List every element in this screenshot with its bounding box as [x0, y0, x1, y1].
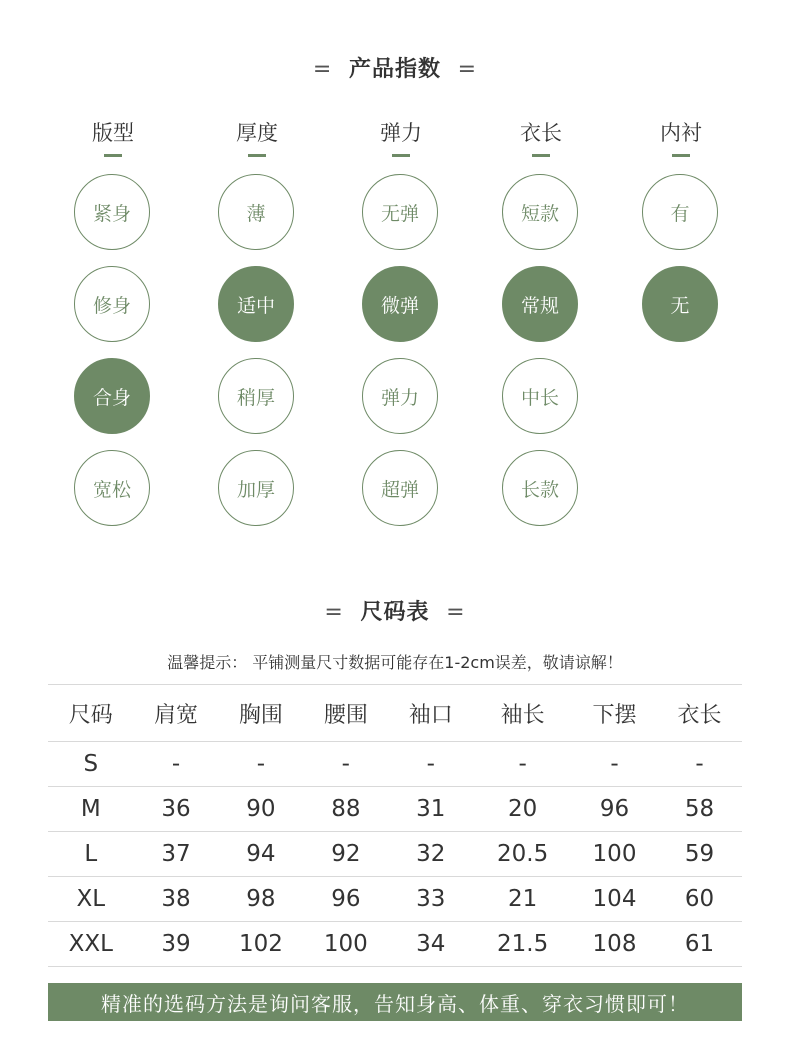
size-table-body: [48, 742, 742, 967]
index-column-heading: 版型: [92, 121, 134, 145]
index-option-selected: 无: [642, 266, 718, 342]
index-option: 超弹: [362, 450, 438, 526]
product-index-title: [0, 52, 790, 83]
size-value-cell: 96: [303, 877, 388, 922]
size-table-header-cell: 衣长: [657, 685, 742, 742]
size-value-cell: 90: [218, 787, 303, 832]
size-label-cell: M: [48, 787, 134, 832]
index-option: 长款: [502, 450, 578, 526]
index-option: 加厚: [218, 450, 294, 526]
product-index-title-text: 产品指数: [348, 57, 441, 82]
measurement-tip: 温馨提示： 平铺测量尺寸数据可能存在1-2cm误差，敬请谅解！: [167, 653, 623, 672]
size-chart-title: [0, 595, 790, 626]
size-value-cell: 34: [388, 922, 473, 967]
index-option: 宽松: [74, 450, 150, 526]
size-value-cell: -: [473, 742, 572, 787]
size-value-cell: 39: [134, 922, 219, 967]
title-deco-left: =: [324, 600, 344, 625]
index-option: 弹力: [362, 358, 438, 434]
size-value-cell: 21.5: [473, 922, 572, 967]
size-value-cell: 104: [572, 877, 657, 922]
index-option: 紧身: [74, 174, 150, 250]
index-option: 无弹: [362, 174, 438, 250]
index-option-selected: 常规: [502, 266, 578, 342]
size-value-cell: 36: [134, 787, 219, 832]
title-deco-right: =: [457, 57, 478, 82]
size-value-cell: 100: [303, 922, 388, 967]
size-value-cell: 59: [657, 832, 742, 877]
size-value-cell: 20: [473, 787, 572, 832]
index-option-selected: 微弹: [362, 266, 438, 342]
table-row: [48, 832, 742, 877]
index-option: 修身: [74, 266, 150, 342]
size-value-cell: 21: [473, 877, 572, 922]
size-value-cell: 32: [388, 832, 473, 877]
index-option: 有: [642, 174, 718, 250]
index-option: 短款: [502, 174, 578, 250]
heading-underline: [104, 154, 122, 157]
size-value-cell: -: [657, 742, 742, 787]
index-column-heading: 弹力: [380, 121, 422, 145]
size-value-cell: 61: [657, 922, 742, 967]
size-value-cell: 38: [134, 877, 219, 922]
index-column-heading: 厚度: [236, 121, 278, 145]
size-value-cell: 108: [572, 922, 657, 967]
index-column: [58, 118, 168, 501]
size-value-cell: 98: [218, 877, 303, 922]
size-value-cell: 100: [572, 832, 657, 877]
index-column: [202, 118, 312, 501]
index-column-heading: 衣长: [520, 121, 562, 145]
index-option-selected: 合身: [74, 358, 150, 434]
table-row: [48, 742, 742, 787]
size-value-cell: 92: [303, 832, 388, 877]
size-table-header-cell: 下摆: [572, 685, 657, 742]
size-value-cell: 96: [572, 787, 657, 832]
size-table-header-row: [48, 685, 742, 742]
table-row: [48, 922, 742, 967]
size-table: [48, 684, 742, 967]
size-table-header-cell: 腰围: [303, 685, 388, 742]
index-option: 稍厚: [218, 358, 294, 434]
size-table-header-cell: 袖口: [388, 685, 473, 742]
footer-banner: 精准的选码方法是询问客服，告知身高、体重、穿衣习惯即可！: [48, 983, 742, 1021]
size-label-cell: L: [48, 832, 134, 877]
size-value-cell: 37: [134, 832, 219, 877]
size-value-cell: 31: [388, 787, 473, 832]
size-value-cell: -: [134, 742, 219, 787]
size-value-cell: 94: [218, 832, 303, 877]
size-value-cell: 88: [303, 787, 388, 832]
table-row: [48, 787, 742, 832]
index-column: [626, 118, 736, 317]
size-label-cell: XL: [48, 877, 134, 922]
size-value-cell: 20.5: [473, 832, 572, 877]
heading-underline: [392, 154, 410, 157]
index-column-heading: 内衬: [660, 121, 702, 145]
index-option: 中长: [502, 358, 578, 434]
size-value-cell: -: [388, 742, 473, 787]
size-value-cell: 102: [218, 922, 303, 967]
title-deco-right: =: [446, 600, 466, 625]
heading-underline: [532, 154, 550, 157]
size-value-cell: -: [572, 742, 657, 787]
index-column: [346, 118, 456, 501]
size-value-cell: 33: [388, 877, 473, 922]
size-label-cell: XXL: [48, 922, 134, 967]
size-value-cell: -: [218, 742, 303, 787]
size-chart-title-text: 尺码表: [360, 600, 430, 625]
size-table-header-cell: 肩宽: [134, 685, 219, 742]
index-option: 薄: [218, 174, 294, 250]
index-option-selected: 适中: [218, 266, 294, 342]
size-value-cell: 58: [657, 787, 742, 832]
heading-underline: [672, 154, 690, 157]
table-row: [48, 877, 742, 922]
size-table-header-cell: 袖长: [473, 685, 572, 742]
size-value-cell: 60: [657, 877, 742, 922]
size-label-cell: S: [48, 742, 134, 787]
index-column: [486, 118, 596, 501]
heading-underline: [248, 154, 266, 157]
title-deco-left: =: [312, 57, 333, 82]
size-table-header-cell: 尺码: [48, 685, 134, 742]
size-table-header-cell: 胸围: [218, 685, 303, 742]
size-value-cell: -: [303, 742, 388, 787]
